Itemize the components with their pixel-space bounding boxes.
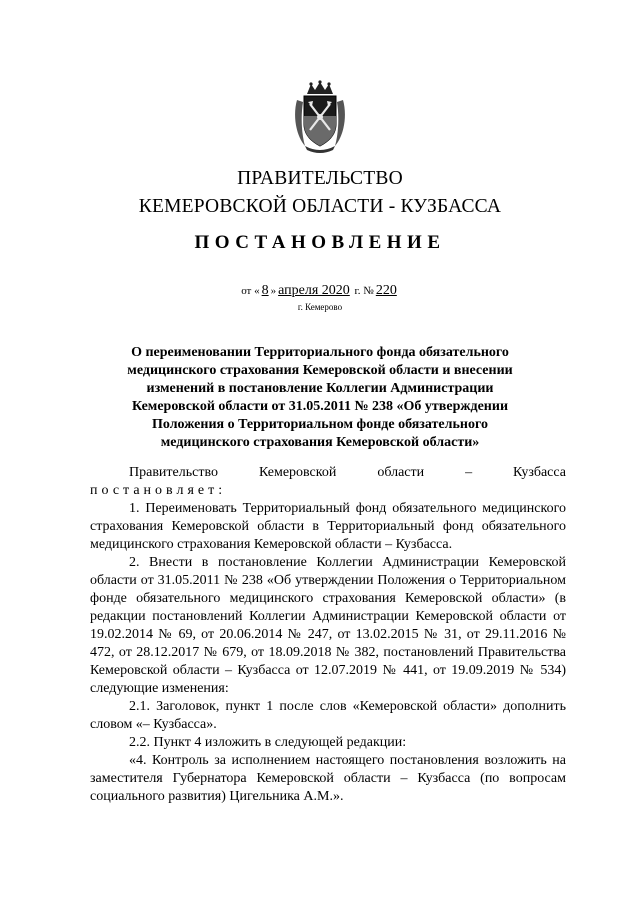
decree-title: ПОСТАНОВЛЕНИЕ	[194, 232, 446, 253]
decree-month-year: апреля 2020	[278, 283, 350, 298]
intro-word: области	[377, 465, 425, 480]
intro-word: Кузбасса	[513, 465, 566, 480]
date-mid: »	[270, 285, 277, 297]
date-prefix: от «	[241, 285, 260, 297]
paragraph-1: 1. Переименовать Территориальный фонд обязательного медицинского страхования Кемеровской области в Территориальный фонд обязательного медицинского страхования Кемеровской области – Кузбасса.	[90, 501, 566, 552]
decree-body	[90, 464, 566, 806]
intro-word: Кемеровской	[258, 465, 337, 480]
paragraph-4-quote: «4. Контроль за исполнением настоящего постановления возложить на заместителя Губернатора Кемеровской области – Кузбасса (по вопросам социального развития) Цигельника А.М.».	[90, 753, 566, 804]
decree-number: 220	[375, 283, 397, 298]
decree-subject: О переименовании Территориального фонда обязательного медицинского страхования Кемеровской области и внесении изменений в постановление Коллегии Администрации Кемеровской области от 31.05.2011 № 238 «Об утверждении Положения о Территориальном фонде обязательного медицинского страхования Кемеровской области»	[127, 345, 513, 450]
decree-city: г. Кемерово	[297, 302, 343, 312]
government-name-line1: ПРАВИТЕЛЬСТВО	[237, 168, 403, 189]
decree-day: 8	[261, 283, 269, 298]
paragraph-2-2: 2.2. Пункт 4 изложить в следующей редакции:	[129, 735, 407, 750]
paragraph-2: 2. Внести в постановление Коллегии Администрации Кемеровской области от 31.05.2011 № 238 «Об утверждении Положения о Территориальном фонде обязательного медицинского страхования Кемеровской области» (в редакции постановлений Коллегии Администрации Кемеровской области от 19.02.2014 № 69, от 20.06.2014 № 247, от 13.02.2015 № 31, от 29.11.2016 № 472, от 28.12.2017 № 679, от 18.09.2018 № 382, постановлений Правительства Кемеровской области – Кузбасса от 12.07.2019 № 441, от 19.09.2019 № 534) следующие изменения:	[90, 555, 566, 696]
date-suffix: г. №	[354, 285, 374, 297]
paragraph-2-1: 2.1. Заголовок, пункт 1 после слов «Кемеровской области» дополнить словом «– Кузбасса».	[90, 699, 566, 732]
coat-of-arms-icon	[291, 80, 349, 156]
intro-line	[90, 464, 566, 482]
decree-dateline	[0, 283, 640, 299]
government-name-line2: КЕМЕРОВСКОЙ ОБЛАСТИ - КУЗБАССА	[138, 196, 502, 217]
intro-word: Правительство	[129, 465, 218, 480]
intro-word: –	[465, 465, 473, 480]
resolves-word: постановляет:	[90, 483, 227, 498]
